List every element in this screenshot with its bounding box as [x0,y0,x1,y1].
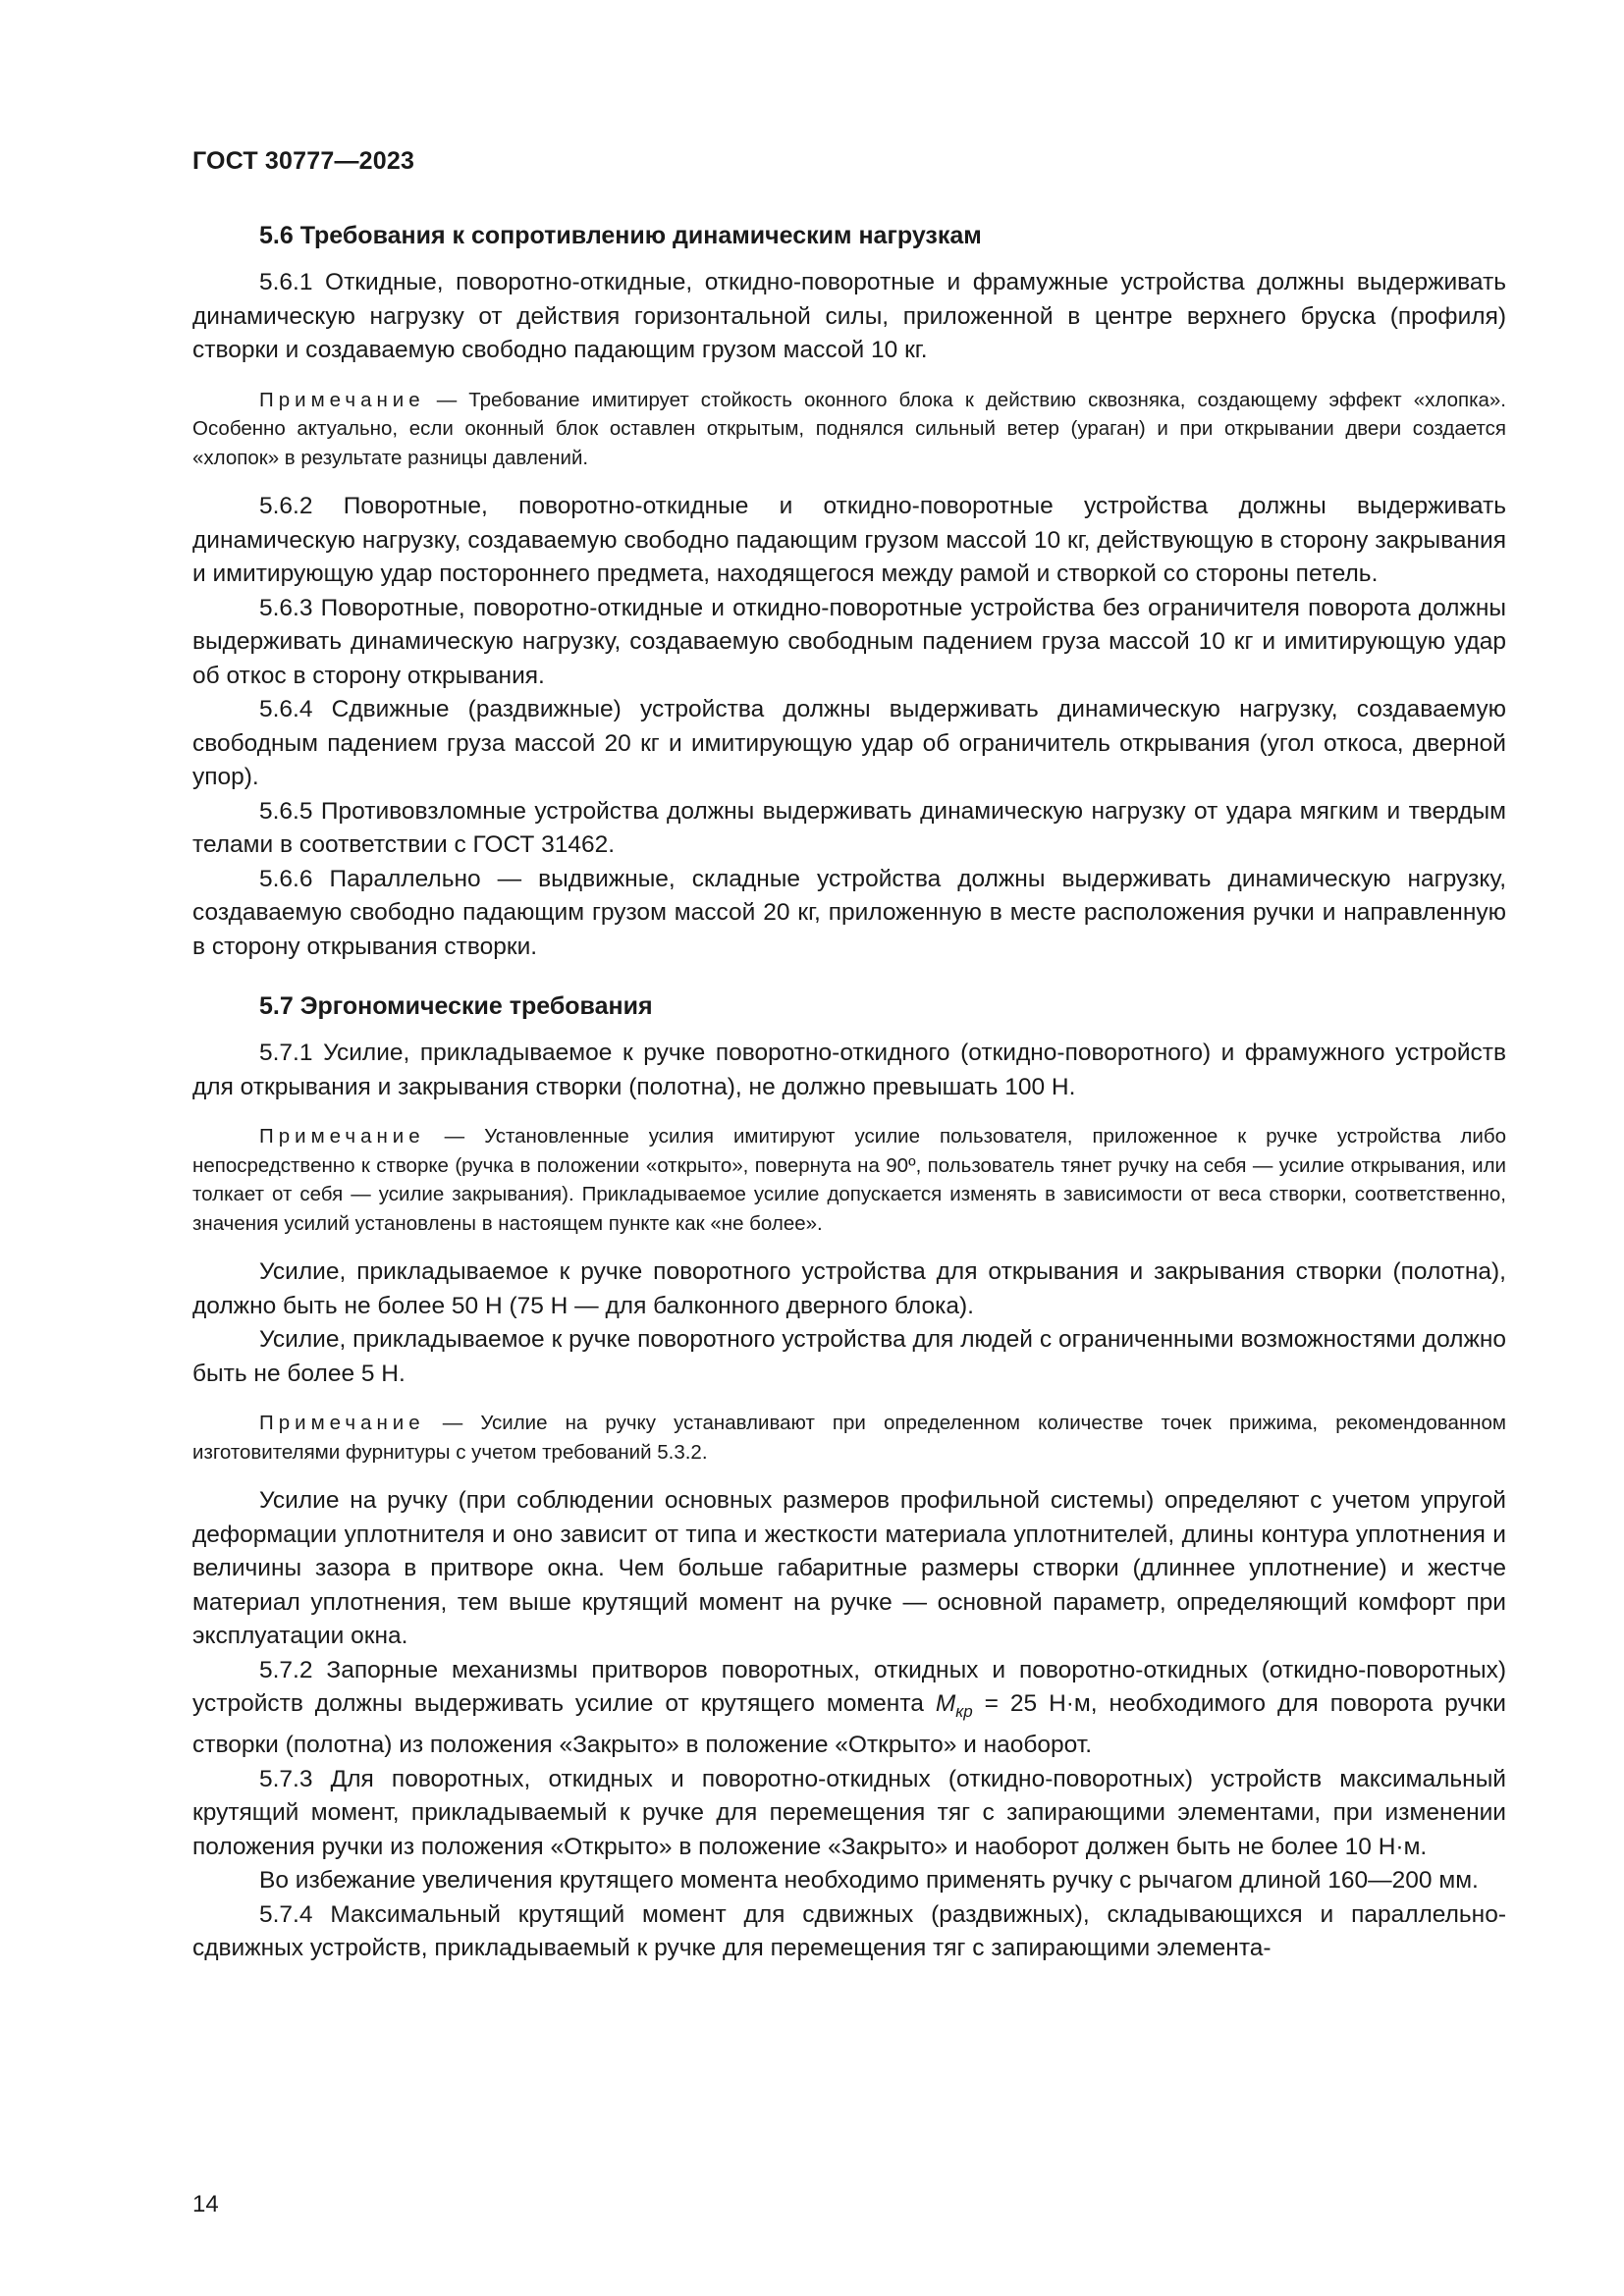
clause-5-6-5: 5.6.5 Противовзломные устройства должны выдерживать динамическую нагрузку от удара мягким и твердым телами в соответствии с ГОСТ 31462. [192,797,1506,858]
note-text: — Требование имитирует стойкость оконного блока к действию сквозняка, создающему эффект «хлопка». Особенно актуально, если оконный блок оставлен открытым, поднялся сильный ветер (ураган) и при открывании двери создается «хлопок» в результате разницы давлений. [192,388,1506,469]
section-5-6-heading: 5.6 Требования к сопротивлению динамическим нагрузкам [259,222,982,249]
note-2 [192,1122,1506,1238]
paragraph-handle-force: Усилие на ручку (при соблюдении основных размеров профильной системы) определяют с учетом упругой деформации уплотнителя и оно зависит от типа и жесткости материала уплотнителей, длины контура уплотнения и величины зазора в притворе окна. Чем больше габаритные размеры створки (длиннее уплотнение) и жестче материал уплотнения, тем выше крутящий момент на ручке — основной параметр, определяющий комфорт при эксплуатации окна. [192,1487,1506,1649]
clause-5-6-3: 5.6.3 Поворотные, поворотно-откидные и откидно-поворотные устройства без ограничителя поворота должны выдерживать динамическую нагрузку, создаваемую свободным падением груза массой 10 кг и имитирующую удар об откос в сторону открывания. [192,594,1506,689]
clause-5-6-4: 5.6.4 Сдвижные (раздвижные) устройства должны выдерживать динамическую нагрузку, создаваемую свободным падением груза массой 20 кг и имитирующую удар об ограничитель открывания (угол откоса, дверной упор). [192,696,1506,790]
clause-5-7-2 [192,1654,1506,1763]
paragraph-lever-length: Во избежание увеличения крутящего момента необходимо применять ручку с рычагом длиной 160—200 мм. [259,1867,1479,1895]
note-text: — Усилие на ручку устанавливают при определенном количестве точек прижима, рекомендованном изготовителями фурнитуры с учетом требований 5.3.2. [192,1412,1506,1464]
clause-5-7-1: 5.7.1 Усилие, прикладываемое к ручке поворотно-откидного (откидно-поворотного) и фрамужного устройств для открывания и закрывания створки (полотна), не должно превышать 100 Н. [192,1040,1506,1100]
clause-text-start: 5.7.2 Запорные механизмы притворов поворотных, откидных и поворотно-откидных (откидно-поворотных) устройств должны выдерживать усилие от крутящего момента [192,1656,1506,1717]
document-code: ГОСТ 30777—2023 [192,147,415,175]
torque-subscript: кр [955,1701,973,1721]
clause-5-7-4: 5.7.4 Максимальный крутящий момент для сдвижных (раздвижных), складывающихся и параллельно-сдвижных устройств, прикладываемый к ручке для перемещения тяг с запирающими элемента- [192,1900,1506,1962]
torque-symbol: M [935,1690,956,1717]
note-label: Примечание [259,1412,425,1434]
section-5-7-heading: 5.7 Эргономические требования [259,992,653,1020]
note-label: Примечание [259,1125,425,1148]
document-page [192,147,1506,1966]
clause-5-6-2: 5.6.2 Поворотные, поворотно-откидные и откидно-поворотные устройства должны выдерживать динамическую нагрузку, создаваемую свободно падающим грузом массой 10 кг, действующую в сторону закрывания и имитирующую удар постороннего предмета, находящегося между рамой и створкой со стороны петель. [192,493,1506,587]
paragraph-force-disabled: Усилие, прикладываемое к ручке поворотного устройства для людей с ограниченными возможностями должно быть не более 5 Н. [192,1326,1506,1387]
clause-5-6-6: 5.6.6 Параллельно — выдвижные, складные устройства должны выдерживать динамическую нагрузку, создаваемую свободно падающим грузом массой 20 кг, приложенную в месте расположения ручки и направленную в сторону открывания створки. [192,865,1506,960]
note-3 [192,1409,1506,1467]
clause-5-7-3: 5.7.3 Для поворотных, откидных и поворотно-откидных (откидно-поворотных) устройств максимальный крутящий момент, прикладываемый к ручке для перемещения тяг с запирающими элементами, при изменении положения ручки из положения «Открыто» в положение «Закрыто» и наоборот должен быть не более 10 Н·м. [192,1765,1506,1860]
clause-5-6-1: 5.6.1 Откидные, поворотно-откидные, откидно-поворотные и фрамужные устройства должны выдерживать динамическую нагрузку от действия горизонтальной силы, приложенной в центре верхнего бруска (профиля) створки и создаваемую свободно падающим грузом массой 10 кг. [192,269,1506,363]
note-1 [192,386,1506,473]
clause-text-end: = 25 Н·м, необходимого для поворота ручки створки (полотна) из положения «Закрыто» в положение «Открыто» и наоборот. [192,1690,1506,1759]
note-text: — Установленные усилия имитируют усилие пользователя, приложенное к ручке устройства либо непосредственно к створке (ручка в положении «открыто», повернута на 90º, пользователь тянет ручку на себя — усилие открывания, или толкает от себя — усилие закрывания). Прикладываемое усилие допускается изменять в зависимости от веса створки, соответственно, значения усилий установлены в настоящем пункте как «не более». [192,1125,1506,1235]
paragraph-force-rotary: Усилие, прикладываемое к ручке поворотного устройства для открывания и закрывания створки (полотна), должно быть не более 50 Н (75 Н — для балконного дверного блока). [192,1258,1506,1319]
page-number: 14 [192,2191,219,2217]
note-label: Примечание [259,388,425,411]
